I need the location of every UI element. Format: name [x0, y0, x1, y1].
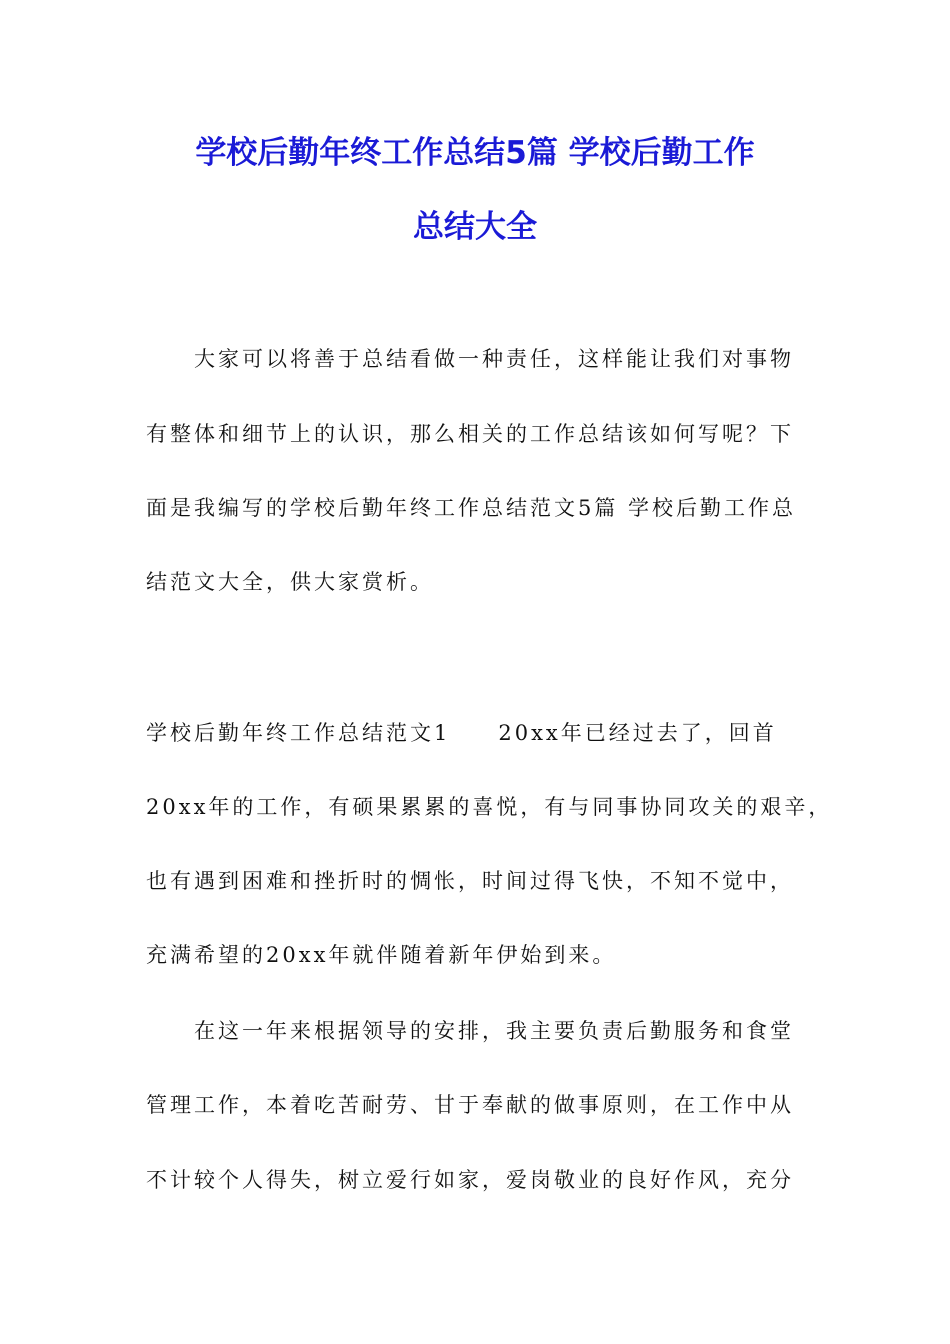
section2-line-1: 在这一年来根据领导的安排，我主要负责后勤服务和食堂 [194, 1019, 794, 1043]
intro-line-2: 有整体和细节上的认识，那么相关的工作总结该如何写呢？下 [146, 422, 794, 446]
section1-line-4: 充满希望的20xx年就伴随着新年伊始到来。 [146, 943, 617, 967]
section2-line-3: 不计较个人得失，树立爱行如家，爱岗敬业的良好作风，充分 [146, 1168, 794, 1192]
intro-line-4: 结范文大全，供大家赏析。 [146, 570, 434, 594]
document-title-line-1: 学校后勤年终工作总结5篇 学校后勤工作 [195, 135, 755, 171]
section2-line-2: 管理工作，本着吃苦耐劳、甘于奉献的做事原则，在工作中从 [146, 1093, 794, 1117]
section1-line-1: 学校后勤年终工作总结范文1 20xx年已经过去了，回首 [146, 721, 777, 745]
document-title-line-2: 总结大全 [413, 209, 537, 245]
section1-line-3: 也有遇到困难和挫折时的惆怅，时间过得飞快，不知不觉中， [146, 869, 794, 893]
intro-line-1: 大家可以将善于总结看做一种责任，这样能让我们对事物 [194, 347, 794, 371]
intro-line-3: 面是我编写的学校后勤年终工作总结范文5篇 学校后勤工作总 [146, 496, 797, 520]
section1-line-2: 20xx年的工作，有硕果累累的喜悦，有与同事协同攻关的艰辛， [146, 795, 833, 819]
